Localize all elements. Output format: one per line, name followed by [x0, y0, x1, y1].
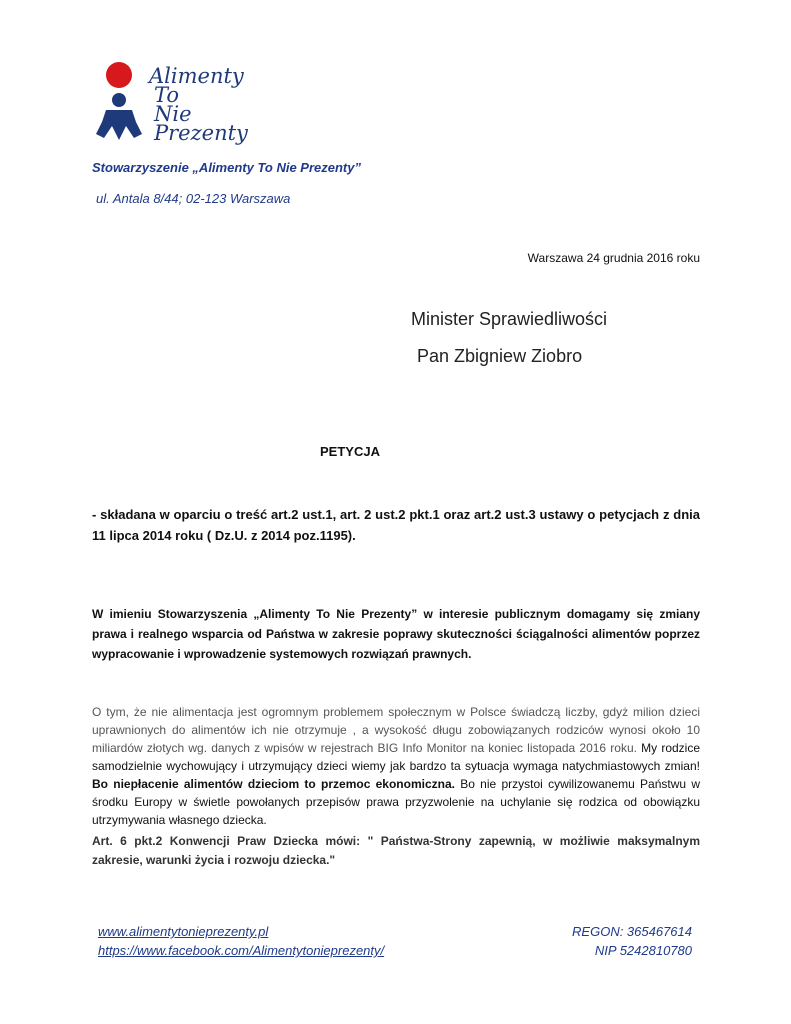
legal-basis: - składana w oparciu o treść art.2 ust.1, art. 2 ust.2 pkt.1 oraz art.2 ust.3 ustawy o petycjach z dnia 11 lipca 2014 roku ( Dz.U. z 2014 poz.1195).	[92, 507, 700, 543]
organization-logo	[92, 60, 267, 145]
logo-text-line3: Nie	[154, 102, 192, 126]
regon-number: REGON: 365467614	[572, 924, 692, 939]
body-paragraph	[92, 703, 700, 829]
facebook-link[interactable]: https://www.facebook.com/Alimentytonieprezenty/	[98, 943, 385, 958]
recipient-name: Pan Zbigniew Ziobro	[417, 346, 583, 366]
organization-name: Stowarzyszenie „Alimenty To Nie Prezenty”	[92, 160, 361, 175]
logo-text-line2: To	[154, 83, 180, 107]
nip-number: NIP 5242810780	[594, 943, 692, 958]
intro-paragraph: W imieniu Stowarzyszenia „Alimenty To Nie Prezenty” w interesie publicznym domagamy się zmiany prawa i realnego wsparcia od Państwa w zakresie poprawy skuteczności ściągalności alimentów poprzez wypracowanie i wprowadzenie systemowych rozwiązań prawnych.	[92, 607, 700, 661]
body-part4: Bo nie przystoi cywilizowanemu Państwu w środku Europy w świetle powołanych przepisów prawa przyzwolenie na uchylanie się rodzica od obowiązku utrzymywania własnego dziecka.	[92, 777, 700, 827]
body-bold-statement: Bo niepłacenie alimentów dzieciom to przemoc ekonomiczna.	[92, 777, 455, 791]
person-with-red-ball-icon	[92, 60, 152, 145]
organization-address: ul. Antala 8/44; 02-123 Warszawa	[96, 191, 291, 206]
body-part2: My rodzice samodzielnie wychowujący i utrzymujący dzieci wiemy jak bardzo ta sytuacja wymaga natychmiastowych zmian!	[92, 741, 701, 773]
logo-text-line1: Alimenty	[149, 64, 244, 88]
website-link[interactable]: www.alimentytonieprezenty.pl	[98, 924, 269, 939]
recipient-title: Minister Sprawiedliwości	[411, 309, 608, 329]
article-quote: Art. 6 pkt.2 Konwencji Praw Dziecka mówi: " Państwa-Strony zapewnią, w możliwie maksymalnym zakresie, warunki życia i rozwoju dziecka."	[92, 834, 700, 867]
body-part1: O tym, że nie alimentacja jest ogromnym problemem społecznym w Polsce świadczą liczby, gdyż milion dzieci uprawnionych do alimentów ich nie otrzymuje , a wysokość długu zobowiązanych rodziców wynosi około 10 miliardów złotych wg. danych z wpisów w rejestrach BIG Info Monitor na koniec listopada 2016 roku.	[92, 705, 700, 755]
date-line: Warszawa 24 grudnia 2016 roku	[527, 251, 700, 265]
document-title: PETYCJA	[320, 444, 380, 459]
logo-text-line4: Prezenty	[154, 121, 248, 145]
